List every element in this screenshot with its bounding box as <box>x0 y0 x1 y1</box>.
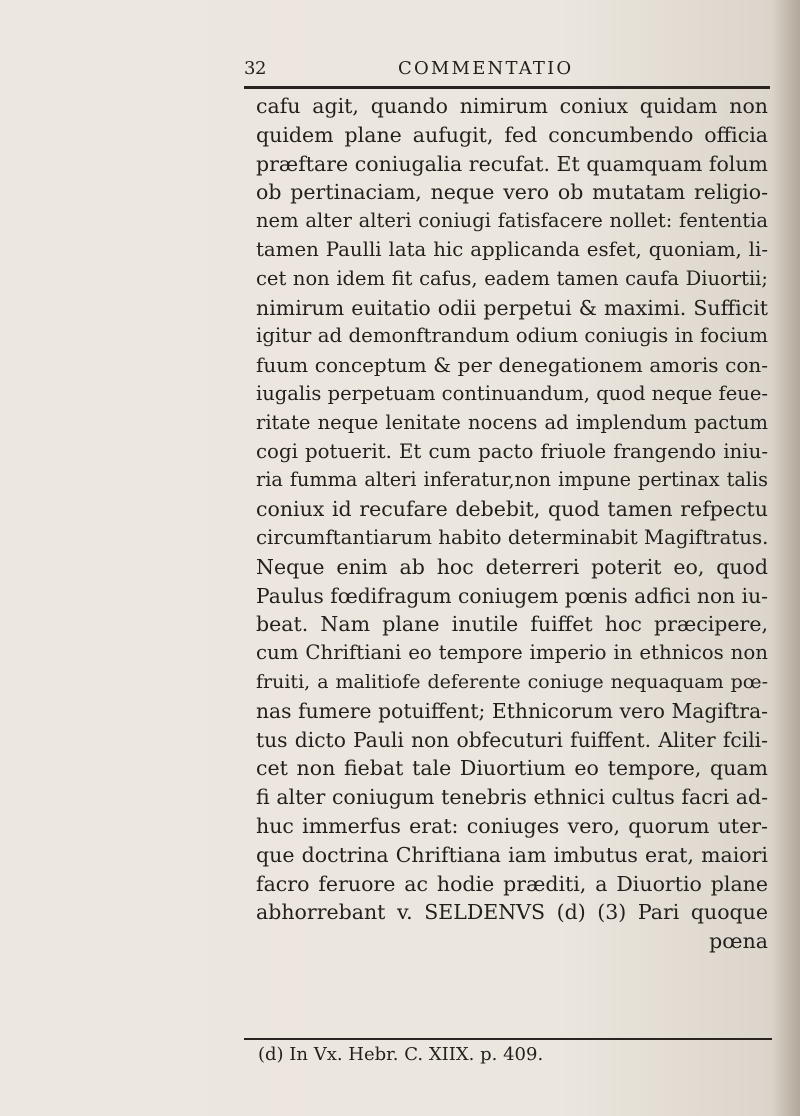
text-line: circumftantiarum habito determinabit Magiftratus. <box>256 525 769 549</box>
running-title: COMMENTATIO <box>398 58 574 79</box>
text-line: fruiti, a malitiofe deferente coniuge nequaquam pœ- <box>256 670 768 693</box>
text-line: ritate neque lenitate nocens ad implendum pactum <box>256 410 768 434</box>
text-line: huc immerfus erat: coniuges vero, quorum uter- <box>256 813 768 838</box>
text-line: nas fumere potuiffent; Ethnicorum vero Magiftra- <box>256 698 768 723</box>
page-edge-shadow <box>772 0 800 1116</box>
header-rule <box>244 86 770 89</box>
footnote-rule <box>244 1038 772 1040</box>
text-line: cum Chriftiani eo tempore imperio in ethnicos non <box>256 641 768 665</box>
text-line: Paulus fœdifragum coniugem pœnis adfici non iu- <box>256 583 768 608</box>
text-line: abhorrebant v. SELDENVS (d) (3) Pari quoque <box>256 900 768 925</box>
text-line: nem alter alteri coniugi fatisfacere nollet: fententia <box>256 209 768 233</box>
body-text <box>256 92 768 956</box>
text-line: beat. Nam plane inutile fuiffet hoc præcipere, <box>256 612 768 637</box>
page-header <box>244 58 774 82</box>
text-line: nimirum euitatio odii perpetui & maximi. Sufficit <box>256 295 768 320</box>
text-line: cogi potuerit. Et cum pacto friuole frangendo iniu- <box>256 439 768 463</box>
text-line: Neque enim ab hoc deterreri poterit eo, quod <box>256 554 768 579</box>
text-line: quidem plane aufugit, fed concumbendo officia <box>256 122 768 147</box>
text-line: coniux id recufare debebit, quod tamen refpectu <box>256 497 768 522</box>
text-line: igitur ad demonftrandum odium coniugis in focium <box>256 324 768 348</box>
text-line: que doctrina Chriftiana iam imbutus erat, maiori <box>256 842 768 867</box>
text-line: iugalis perpetuam continuandum, quod neque feue- <box>256 381 768 405</box>
footnote: (d) In Vx. Hebr. C. XIIX. p. 409. <box>258 1044 544 1065</box>
text-line: facro feruore ac hodie præditi, a Diuortio plane <box>256 871 768 896</box>
catchword: pœna <box>709 929 768 954</box>
text-line: tamen Paulli lata hic applicanda esfet, quoniam, li- <box>256 237 768 261</box>
text-line: fuum conceptum & per denegationem amoris con- <box>256 353 768 378</box>
text-line: fi alter coniugum tenebris ethnici cultus facri ad- <box>256 785 768 810</box>
text-line: ob pertinaciam, neque vero ob mutatam religio- <box>256 180 768 205</box>
text-line: cafu agit, quando nimirum coniux quidam non <box>256 94 768 118</box>
text-line: tus dicto Pauli non obfecuturi fuiffent. Aliter fcili- <box>256 727 768 752</box>
page-number: 32 <box>244 58 266 79</box>
text-line: præftare coniugalia recufat. Et quamquam folum <box>256 151 768 176</box>
text-line: ria fumma alteri inferatur,non impune pertinax talis <box>256 468 768 492</box>
text-line: cet non fiebat tale Diuortium eo tempore, quam <box>256 756 768 781</box>
text-line: cet non idem fit cafus, eadem tamen caufa Diuortii; <box>256 266 768 290</box>
